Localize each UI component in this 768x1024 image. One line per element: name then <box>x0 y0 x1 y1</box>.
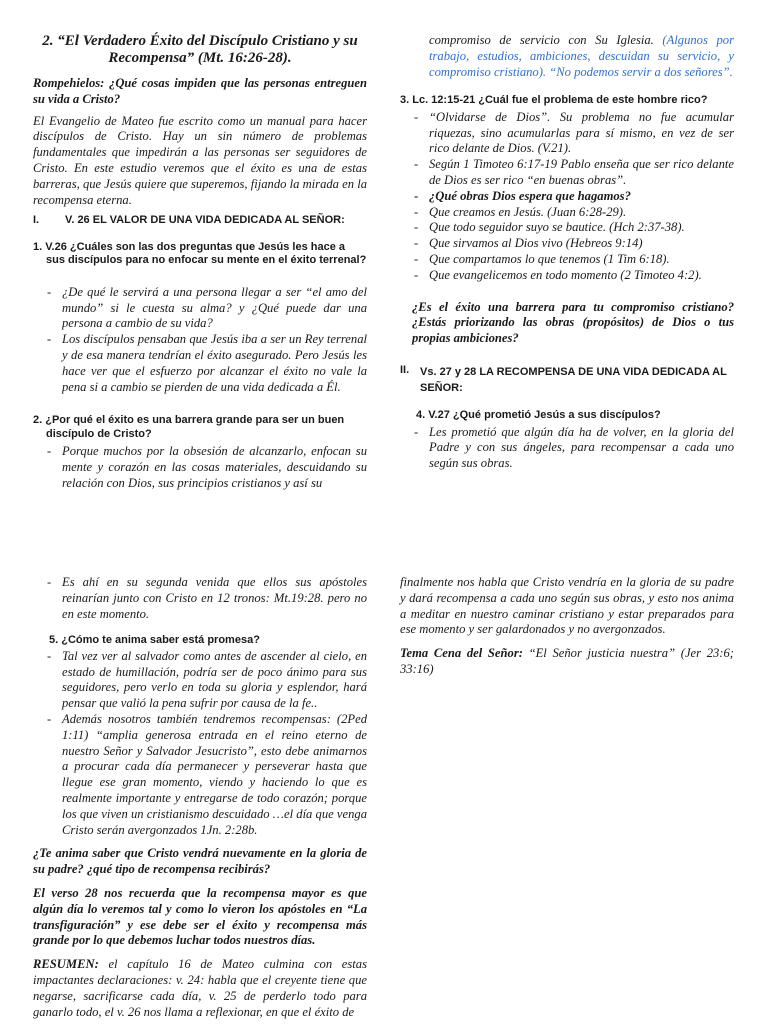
icebreaker <box>33 76 367 108</box>
page2-left-column <box>33 575 367 1020</box>
summary-paragraph <box>33 957 367 1020</box>
section-2-number: II. <box>400 364 410 377</box>
list-item: - Además nosotros también tendremos recompensas: (2Ped 1:11) “amplia generosa entrada en el reino eterno de nuestro Señor y Salvador Jesucristo”, esto debe animarnos a procurar cada día permanecer y perseverar hasta que llegue ese gran momento, viendo y haciendo lo que es realmente importante y entregarse de todo corazón; porque los que viven un cristianismo descuidado …el día que venga Cristo serán avergonzados 1Jn. 2:28b. <box>46 712 367 838</box>
question-1-answers <box>33 285 367 396</box>
list-item: - Que evangelicemos en todo momento (2 Timoteo 4:2). <box>413 268 734 284</box>
list-item: - “Olvidarse de Dios”. Su problema no fue acumular riquezas, sino acumularlas para sí mismo, en vez de ser rico delante de Dios. (V.21). <box>413 110 734 157</box>
list-item: - Porque muchos por la obsesión de alcanzarlo, enfocan su mente y corazón en las cosas materiales, descuidando su relación con Dios, sus principios cristianos y así su <box>46 444 367 491</box>
list-item: - Según 1 Timoteo 6:17-19 Pablo enseña que ser rico delante de Dios es ser rico “en buenas obras”. <box>413 157 734 189</box>
question-3-answers <box>400 110 734 284</box>
study-title: 2. “El Verdadero Éxito del Discípulo Cristiano y su Recompensa” (Mt. 16:26-28). <box>42 33 358 66</box>
question-1: 1. V.26 ¿Cuáles son las dos preguntas que Jesús les hace a sus discípulos para no enfocar su mente en el éxito terrenal? <box>33 240 367 267</box>
section-2-title: Vs. 27 y 28 LA RECOMPENSA DE UNA VIDA DEDICADA AL SEÑOR: <box>420 366 727 395</box>
reflection-question: ¿Es el éxito una barrera para tu compromiso cristiano? ¿Estás priorizando las obras (propósitos) de Dios o tus propias ambiciones? <box>412 299 734 346</box>
summary-continued: finalmente nos habla que Cristo vendría en la gloria de su padre y dará recompensa a cada uno según sus obras, y esto nos anima a meditar en nuestro caminar cristiano y estar preparados para ese momento y ser galardonados y no avergonzados. <box>400 575 734 637</box>
list-item: - ¿Qué obras Dios espera que hagamos? <box>413 189 734 205</box>
list-item: - Que creamos en Jesús. (Juan 6:28-29). <box>413 205 734 221</box>
question-6: ¿Te anima saber que Cristo vendrá nuevamente en la gloria de su padre? ¿qué tipo de recompensa recibirás? <box>33 846 367 877</box>
question-5-answers <box>33 649 367 839</box>
intro-paragraph: El Evangelio de Mateo fue escrito como un manual para hacer discípulos de Cristo. Hay un sin número de problemas fundamentales que impedirán a las personas ser seguidores de Cristo. En este estudio veremos que el éxito es una de estas barreras, que Jesús quiere que superemos, fijando la mirada en la recompensa eterna. <box>33 113 367 207</box>
page1-left-column <box>33 33 367 492</box>
theme-text: “El Señor justicia nuestra” (Jer 23:6; 33:16) <box>400 646 734 676</box>
continued-paragraph <box>400 33 734 80</box>
list-item: - Les prometió que algún día ha de volver, en la gloria del Padre y con sus ángeles, para recompensar a cada uno según sus obras. <box>413 425 734 472</box>
lords-supper-theme <box>400 646 734 678</box>
icebreaker-label: Rompehielos: <box>33 76 105 90</box>
page1-right-column <box>400 33 734 472</box>
theme-label: Tema Cena del Señor: <box>400 646 523 661</box>
list-item: - Que todo seguidor suyo se bautice. (Hch 2:37-38). <box>413 220 734 236</box>
question-2: 2. ¿Por qué el éxito es una barrera grande para ser un buen discípulo de Cristo? <box>33 414 345 440</box>
list-item: - Que sirvamos al Dios vivo (Hebreos 9:14) <box>413 236 734 252</box>
question-4: 4. V.27 ¿Qué prometió Jesús a sus discípulos? <box>416 409 661 422</box>
section-1-number: I. <box>33 214 40 227</box>
list-item: - Los discípulos pensaban que Jesús iba a ser un Rey terrenal y de esa manera tendrían el éxito asegurado. Pero Jesús les hace ver que el esfuerzo por alcanzar el éxito no vale la pena si a cambio se pierden de una vida dedicada a Él. <box>46 332 367 395</box>
question-5: 5. ¿Cómo te anima saber está promesa? <box>49 634 260 647</box>
summary-text: el capítulo 16 de Mateo culmina con estas impactantes declaraciones: v. 24: habla que el creyente tiene que negarse, sacrificarse cada día, v. 25 de perderlo todo para ganarlo todo, el v. 26 nos llama a reflexionar, en que el éxito de <box>33 957 367 1019</box>
continued-answers <box>33 575 367 622</box>
continued-text: compromiso de servicio con Su Iglesia. <box>429 33 654 47</box>
list-item: - ¿De qué le servirá a una persona llegar a ser “el amo del mundo” si le cuesta su alma? y ¿Qué puede dar una persona a cambio de su vida? <box>46 285 367 332</box>
question-3: 3. Lc. 12:15-21 ¿Cuál fue el problema de este hombre rico? <box>400 94 708 107</box>
section-1-heading <box>33 214 367 228</box>
list-item: - Es ahí en su segunda venida que ellos sus apóstoles reinarían junto con Cristo en 12 tronos: Mt.19:28. pero no en este momento. <box>46 575 367 622</box>
continued-note: (Algunos por trabajo, estudios, ambiciones, descuidan su servicio, y compromiso cristiano). “No podemos servir a dos señores”. <box>429 33 734 79</box>
question-4-answers <box>400 425 734 472</box>
list-item: - Que compartamos lo que tenemos (1 Tim 6:18). <box>413 252 734 268</box>
icebreaker-question: ¿Qué cosas impiden que las personas entreguen su vida a Cristo? <box>33 76 367 106</box>
summary-label: RESUMEN: <box>33 957 99 972</box>
section-2-heading <box>400 364 734 396</box>
list-item: - Tal vez ver al salvador como antes de ascender al cielo, en estado de humillación, podría ser de poco ánimo para sus seguidores, pero verlo en toda su gloria y esplendor, hará pensar que valió la pena sufrir por causa de la fe.. <box>46 649 367 712</box>
question-2-answers <box>33 444 367 491</box>
section-1-title: V. 26 EL VALOR DE UNA VIDA DEDICADA AL SEÑOR: <box>65 214 345 227</box>
page2-right-column <box>400 575 734 678</box>
verse-28-paragraph: El verso 28 nos recuerda que la recompensa mayor es que algún día lo veremos tal y como lo vieron los apóstoles en “La transfiguración” y ese debe ser el éxito y recompensa más grande por lo que debemos luchar todos nuestros días. <box>33 886 367 948</box>
